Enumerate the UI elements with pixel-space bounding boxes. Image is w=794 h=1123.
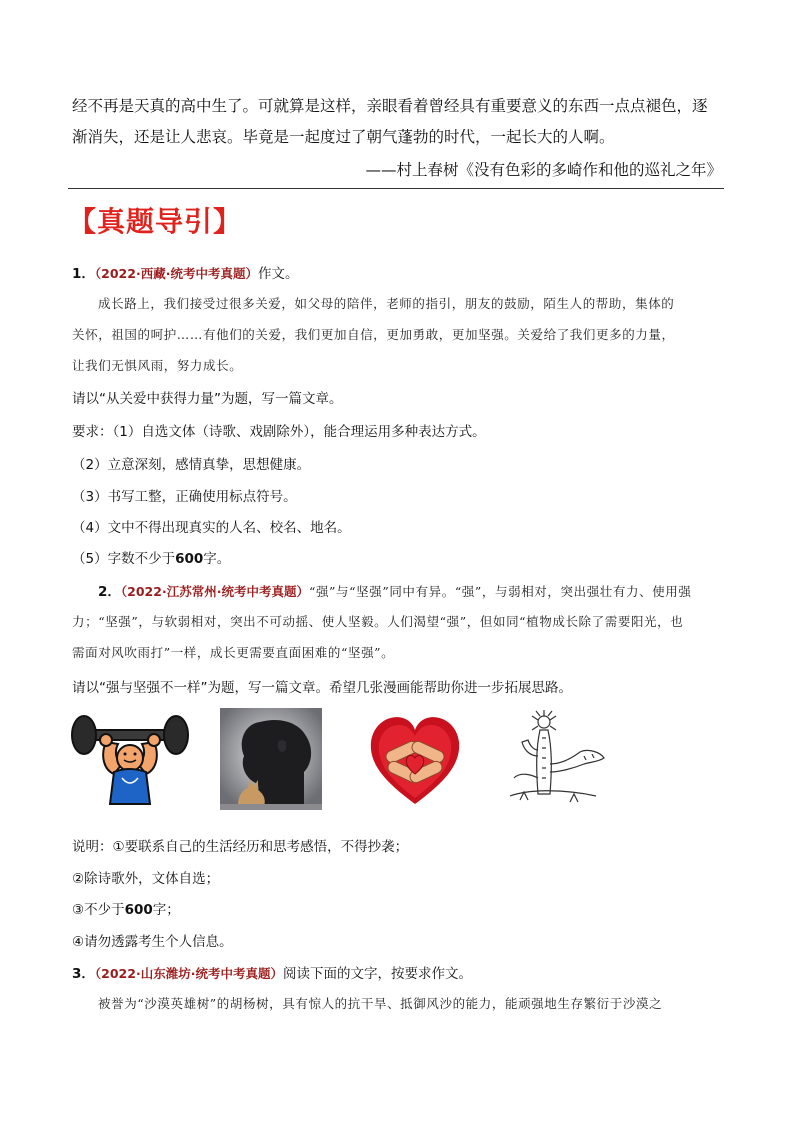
q1-source: （2022·西藏·统考中考真题） [94,266,258,281]
q1-passage-line-3: 让我们无惧风雨，努力成长。 [72,358,243,373]
heart-hands-image [365,708,465,810]
q1-requirement-2: （2）立意深刻，感情真挚，思想健康。 [72,457,311,473]
q1-passage-line-1: 成长路上，我们接受过很多关爱，如父母的陪伴，老师的指引，朋友的鼓励，陌生人的帮助，集体的 [98,296,675,311]
q1-req5-prefix: （5）字数不少于 [72,551,176,567]
q2-note-4: ④请勿透露考生个人信息。 [72,934,233,950]
cactus-sketch-image [500,708,610,810]
q2-prompt-line-1: “强”与“坚强”同中有异。“强”，与弱相对，突出强壮有力、使用强 [308,584,692,599]
strongman-cartoon [70,708,190,810]
q1-prompt: 作文。 [257,266,299,282]
quote-attribution: ——村上春树《没有色彩的多崎作和他的巡礼之年》 [365,161,722,179]
q2-number: 2． [98,584,121,600]
cat-lion-shadow-image [220,708,322,810]
quote-line-1: 经不再是天真的高中生了。可就算是这样，亲眼看着曾经具有重要意义的东西一点点褪色，逐 [72,97,708,115]
quote-line-2: 渐消失，还是让人悲哀。毕竟是一起度过了朝气蓬勃的时代，一起长大的人啊。 [72,128,615,146]
q2-note3-suffix: 字； [152,902,180,918]
q1-req5-suffix: 字。 [203,551,231,567]
q2-prompt-line-2: 力；“坚强”，与软弱相对，突出不可动摇、使人坚毅。人们渴望“强”，但如同“植物成长除了需要阳光，也 [72,614,684,629]
q2-note3-number: 600 [124,902,153,918]
q1-req5-number: 600 [175,551,204,567]
q1-number: 1． [72,266,95,282]
q2-instruction: 请以“强与坚强不一样”为题，写一篇文章。希望几张漫画能帮助你进一步拓展思路。 [72,680,572,696]
q1-requirement-5 [72,547,230,567]
q3-header [72,962,472,982]
q3-passage-line-1: 被誉为“沙漠英雄树”的胡杨树，具有惊人的抗干旱、抵御风沙的能力，能顽强地生存繁衍于沙漠之 [98,996,663,1011]
q1-requirement-1: 要求：（1）自选文体（诗歌、戏剧除外），能合理运用多种表达方式。 [72,424,486,440]
q3-number: 3． [72,966,95,982]
section-heading: 【真题导引】 [68,205,243,238]
q1-requirement-4: （4）文中不得出现真实的人名、校名、地名。 [72,520,351,536]
q2-prompt-line-3: 需面对风吹雨打”一样，成长更需要直面困难的“坚强”。 [72,645,395,660]
q2-note-3 [72,898,180,918]
q1-requirement-3: （3）书写工整，正确使用标点符号。 [72,489,297,505]
q1-instruction: 请以“从关爱中获得力量”为题，写一篇文章。 [72,391,343,407]
section-divider [68,188,724,189]
q2-header [98,580,692,600]
q3-prompt: 阅读下面的文字，按要求作文。 [282,966,472,982]
q2-note3-prefix: ③不少于 [72,902,125,918]
q1-header [72,262,298,282]
q2-note-2: ②除诗歌外，文体自选； [72,871,220,887]
q2-source: （2022·江苏常州·统考中考真题） [120,584,309,599]
q2-note-1: 说明：①要联系自己的生活经历和思考感悟，不得抄袭； [72,839,409,855]
q3-source: （2022·山东潍坊·统考中考真题） [94,966,283,981]
q1-passage-line-2: 关怀，祖国的呵护……有他们的关爱，我们更加自信，更加勇敢，更加坚强。关爱给了我们更多的力量， [72,327,675,342]
